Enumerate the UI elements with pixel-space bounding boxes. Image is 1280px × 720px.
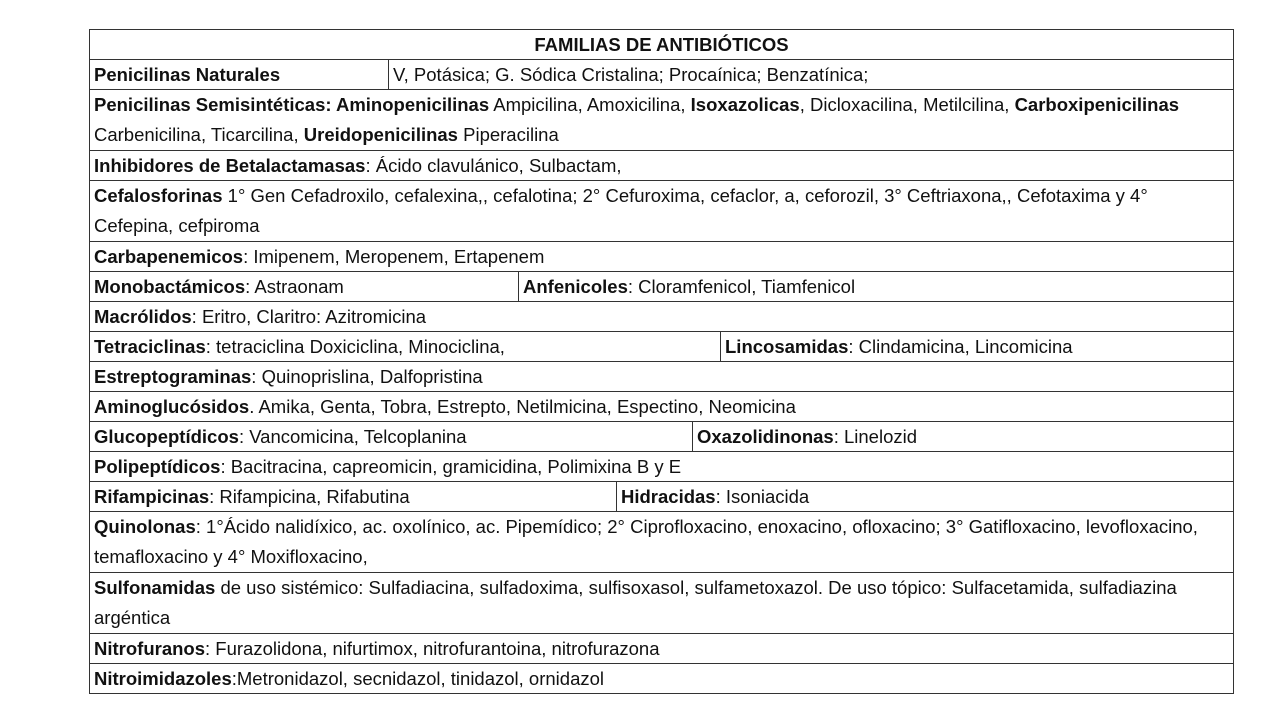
family-drugs: : Isoniacida	[715, 486, 810, 507]
table-row	[89, 272, 1234, 302]
family-name: Sulfonamidas	[94, 577, 216, 598]
table-row	[89, 362, 1234, 392]
family-drugs: V, Potásica; G. Sódica Cristalina; Procaínica; Benzatínica;	[393, 64, 869, 85]
family-drugs: 1° Gen Cefadroxilo, cefalexina,, cefalotina; 2° Cefuroxima, cefaclor, a, ceforozil, 3° Ceftriaxona,, Cefotaxima y 4° Cefepina, cefpiroma	[94, 185, 1148, 236]
family-drugs: Ampicilina, Amoxicilina,	[489, 94, 691, 115]
family-name: Anfenicoles	[523, 276, 628, 297]
table-cell	[90, 362, 1233, 391]
table-cell	[692, 422, 1233, 451]
family-drugs: : tetraciclina Doxiciclina, Minociclina,	[205, 336, 505, 357]
table-cell	[90, 151, 1233, 180]
family-name: Cefalosforinas	[94, 185, 223, 206]
table-row	[89, 482, 1234, 512]
family-drugs: :Metronidazol, secnidazol, tinidazol, ornidazol	[231, 668, 605, 689]
family-drugs: : Furazolidona, nifurtimox, nitrofurantoina, nitrofurazona	[205, 638, 660, 659]
table-cell	[90, 60, 388, 89]
table-row	[89, 242, 1234, 272]
family-name: Nitroimidazoles	[94, 668, 232, 689]
family-drugs: de uso sistémico: Sulfadiacina, sulfadoxima, sulfisoxasol, sulfametoxazol. De uso tópico: Sulfacetamida, sulfadiazina argéntica	[94, 577, 1177, 628]
table-row	[89, 151, 1234, 181]
family-name: Inhibidores de Betalactamasas	[94, 155, 366, 176]
table-cell	[90, 422, 692, 451]
table-row	[89, 573, 1234, 634]
table-header-row	[89, 29, 1234, 60]
table-cell	[90, 573, 1233, 633]
family-drugs: , Dicloxacilina, Metilcilina,	[799, 94, 1015, 115]
family-name: Rifampicinas	[94, 486, 210, 507]
family-name: Polipeptídicos	[94, 456, 221, 477]
table-cell	[90, 242, 1233, 271]
table-cell	[90, 512, 1233, 572]
family-drugs: . Amika, Genta, Tobra, Estrepto, Netilmicina, Espectino, Neomicina	[249, 396, 796, 417]
table-row	[89, 512, 1234, 573]
table-row	[89, 452, 1234, 482]
table-row	[89, 332, 1234, 362]
table-cell	[388, 60, 1233, 89]
family-name: Hidracidas	[621, 486, 716, 507]
antibiotic-families-table	[89, 29, 1234, 694]
table-cell	[90, 90, 1233, 150]
table-row	[89, 634, 1234, 664]
family-name: Carbapenemicos	[94, 246, 244, 267]
table-cell	[518, 272, 1233, 301]
family-name: Penicilinas Semisintéticas: Aminopenicilinas	[94, 94, 490, 115]
family-drugs: : 1°Ácido nalidíxico, ac. oxolínico, ac. Pipemídico; 2° Ciprofloxacino, enoxacino, ofloxacino; 3° Gatifloxacino, levofloxacino, temafloxacino y 4° Moxifloxacino,	[94, 516, 1198, 567]
family-drugs: : Imipenem, Meropenem, Ertapenem	[243, 246, 545, 267]
subfamily-name: Ureidopenicilinas	[303, 124, 458, 145]
family-drugs: : Quinoprislina, Dalfopristina	[251, 366, 483, 387]
subfamily-name: Isoxazolicas	[690, 94, 800, 115]
family-drugs: : Ácido clavulánico, Sulbactam,	[365, 155, 622, 176]
table-cell	[90, 392, 1233, 421]
table-cell	[90, 272, 518, 301]
family-drugs: : Eritro, Claritro: Azitromicina	[191, 306, 427, 327]
table-row	[89, 664, 1234, 694]
table-cell	[720, 332, 1233, 361]
family-drugs: : Clindamicina, Lincomicina	[848, 336, 1073, 357]
family-name: Aminoglucósidos	[94, 396, 250, 417]
table-cell	[90, 482, 616, 511]
family-drugs: : Astraonam	[245, 276, 344, 297]
table-title: FAMILIAS DE ANTIBIÓTICOS	[534, 34, 789, 55]
table-row	[89, 422, 1234, 452]
family-name: Glucopeptídicos	[94, 426, 239, 447]
family-name: Lincosamidas	[725, 336, 849, 357]
family-drugs: : Rifampicina, Rifabutina	[209, 486, 410, 507]
table-cell	[616, 482, 1233, 511]
family-name: Penicilinas Naturales	[94, 64, 281, 85]
family-drugs: Carbenicilina, Ticarcilina,	[94, 124, 304, 145]
family-name: Nitrofuranos	[94, 638, 205, 659]
family-name: Oxazolidinonas	[697, 426, 834, 447]
family-drugs: : Cloramfenicol, Tiamfenicol	[627, 276, 856, 297]
table-row	[89, 181, 1234, 242]
table-row	[89, 302, 1234, 332]
family-drugs: : Bacitracina, capreomicin, gramicidina, Polimixina B y E	[220, 456, 682, 477]
family-drugs: Piperacilina	[457, 124, 559, 145]
table-cell	[90, 452, 1233, 481]
table-cell	[90, 634, 1233, 663]
table-cell	[90, 181, 1233, 241]
table-cell	[90, 302, 1233, 331]
table-row	[89, 60, 1234, 90]
table-cell	[90, 664, 1233, 693]
table-cell	[90, 332, 720, 361]
family-drugs: : Linelozid	[833, 426, 918, 447]
family-name: Estreptograminas	[94, 366, 252, 387]
family-name: Quinolonas	[94, 516, 196, 537]
family-name: Macrólidos	[94, 306, 192, 327]
subfamily-name: Carboxipenicilinas	[1014, 94, 1180, 115]
table-row	[89, 90, 1234, 151]
family-name: Tetraciclinas	[94, 336, 206, 357]
family-drugs: : Vancomicina, Telcoplanina	[238, 426, 467, 447]
table-row	[89, 392, 1234, 422]
family-name: Monobactámicos	[94, 276, 246, 297]
